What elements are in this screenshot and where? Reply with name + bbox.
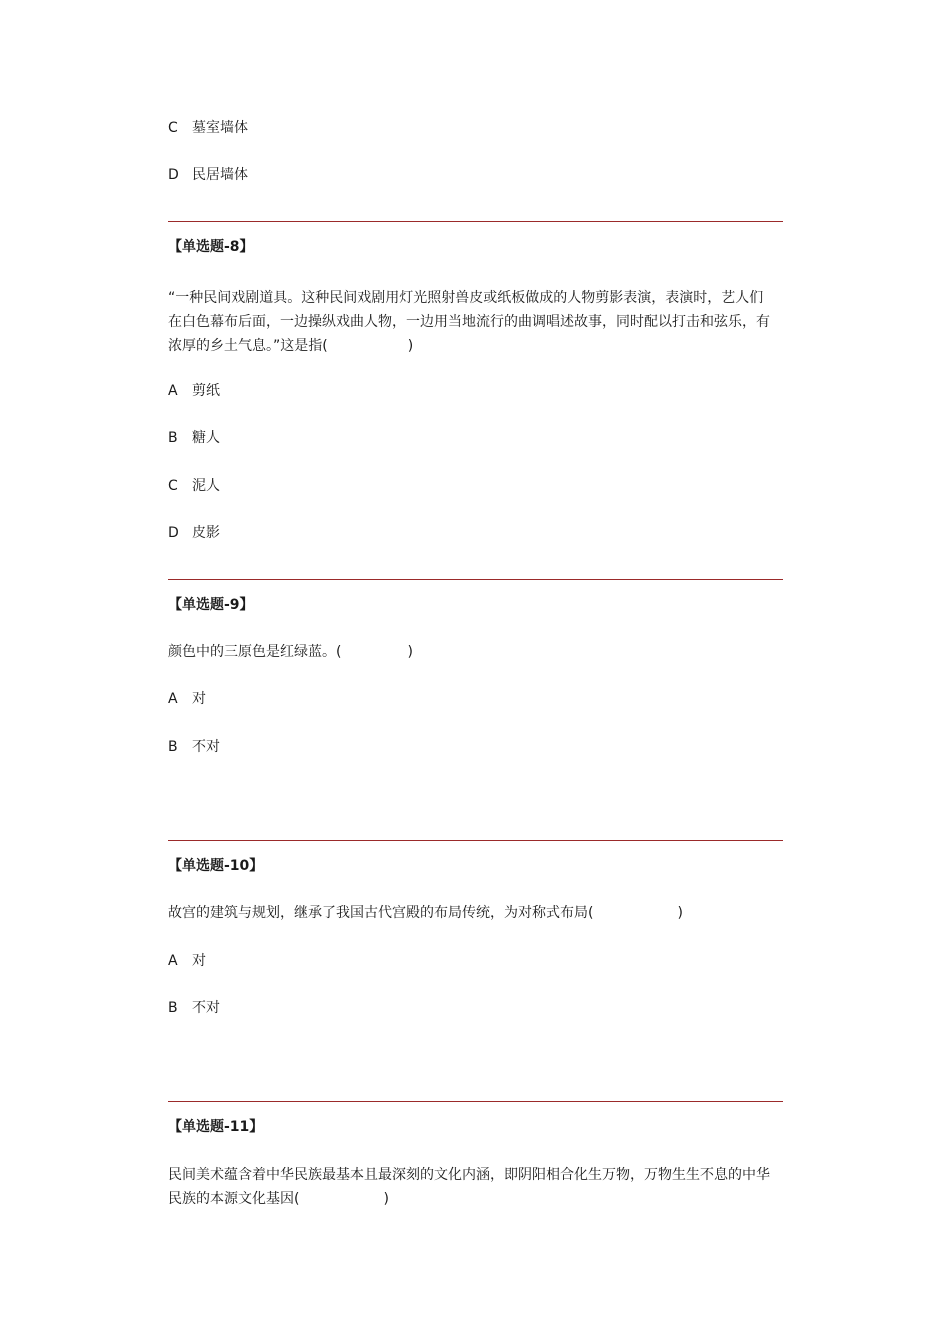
option-b[interactable] [168,428,220,448]
option-letter: B [168,739,178,755]
option-text: 糖人 [192,430,220,446]
option-text: 对 [192,953,206,969]
option-a[interactable] [168,689,206,709]
option-c[interactable] [168,118,248,138]
option-text: 泥人 [192,478,220,494]
option-a[interactable] [168,381,220,401]
question-text [168,901,783,925]
option-a[interactable] [168,951,206,971]
question-line-text: 浓厚的乡土气息。”这是指( [168,338,328,354]
option-text: 对 [192,691,206,707]
question-text [168,1163,783,1211]
question-divider [168,1101,783,1102]
option-b[interactable] [168,998,220,1018]
question-line-text: 民族的本源文化基因( [168,1191,300,1207]
option-d[interactable] [168,523,220,543]
question-line [168,334,783,358]
option-text: 墓室墙体 [192,120,248,136]
question-line-text: 颜色中的三原色是红绿蓝。( [168,644,342,660]
question-title: 【单选题-9】 [168,597,254,613]
answer-blank-close: ) [383,1191,389,1207]
option-letter: C [168,120,178,136]
option-letter: A [168,383,178,399]
answer-blank-close: ) [677,905,683,921]
question-divider [168,840,783,841]
question-line-text: 故宫的建筑与规划，继承了我国古代宫殿的布局传统，为对称式布局( [168,905,594,921]
question-line: 在白色幕布后面，一边操纵戏曲人物，一边用当地流行的曲调唱述故事，同时配以打击和弦乐，有 [168,314,770,330]
option-text: 不对 [192,739,220,755]
answer-blank-close: ) [407,338,414,354]
option-text: 剪纸 [192,383,220,399]
option-text: 民居墙体 [192,167,248,183]
option-d[interactable] [168,165,248,185]
question-line: “一种民间戏剧道具。这种民间戏剧用灯光照射兽皮或纸板做成的人物剪影表演，表演时，艺人们 [168,290,764,306]
question-divider [168,221,783,222]
option-letter: A [168,953,178,969]
option-text: 皮影 [192,525,220,541]
option-letter: B [168,1000,178,1016]
question-divider [168,579,783,580]
question-title: 【单选题-8】 [168,239,254,255]
option-c[interactable] [168,476,220,496]
question-text [168,640,783,664]
option-letter: C [168,478,178,494]
option-text: 不对 [192,1000,220,1016]
question-title: 【单选题-11】 [168,1119,264,1135]
question-text [168,286,783,358]
option-letter: B [168,430,178,446]
option-letter: A [168,691,178,707]
answer-blank-close: ) [407,644,413,660]
question-title: 【单选题-10】 [168,858,264,874]
option-letter: D [168,167,179,183]
question-line [168,1187,783,1211]
option-b[interactable] [168,737,220,757]
question-line: 民间美术蕴含着中华民族最基本且最深刻的文化内涵，即阴阳相合化生万物，万物生生不息的中华 [168,1167,770,1183]
option-letter: D [168,525,179,541]
